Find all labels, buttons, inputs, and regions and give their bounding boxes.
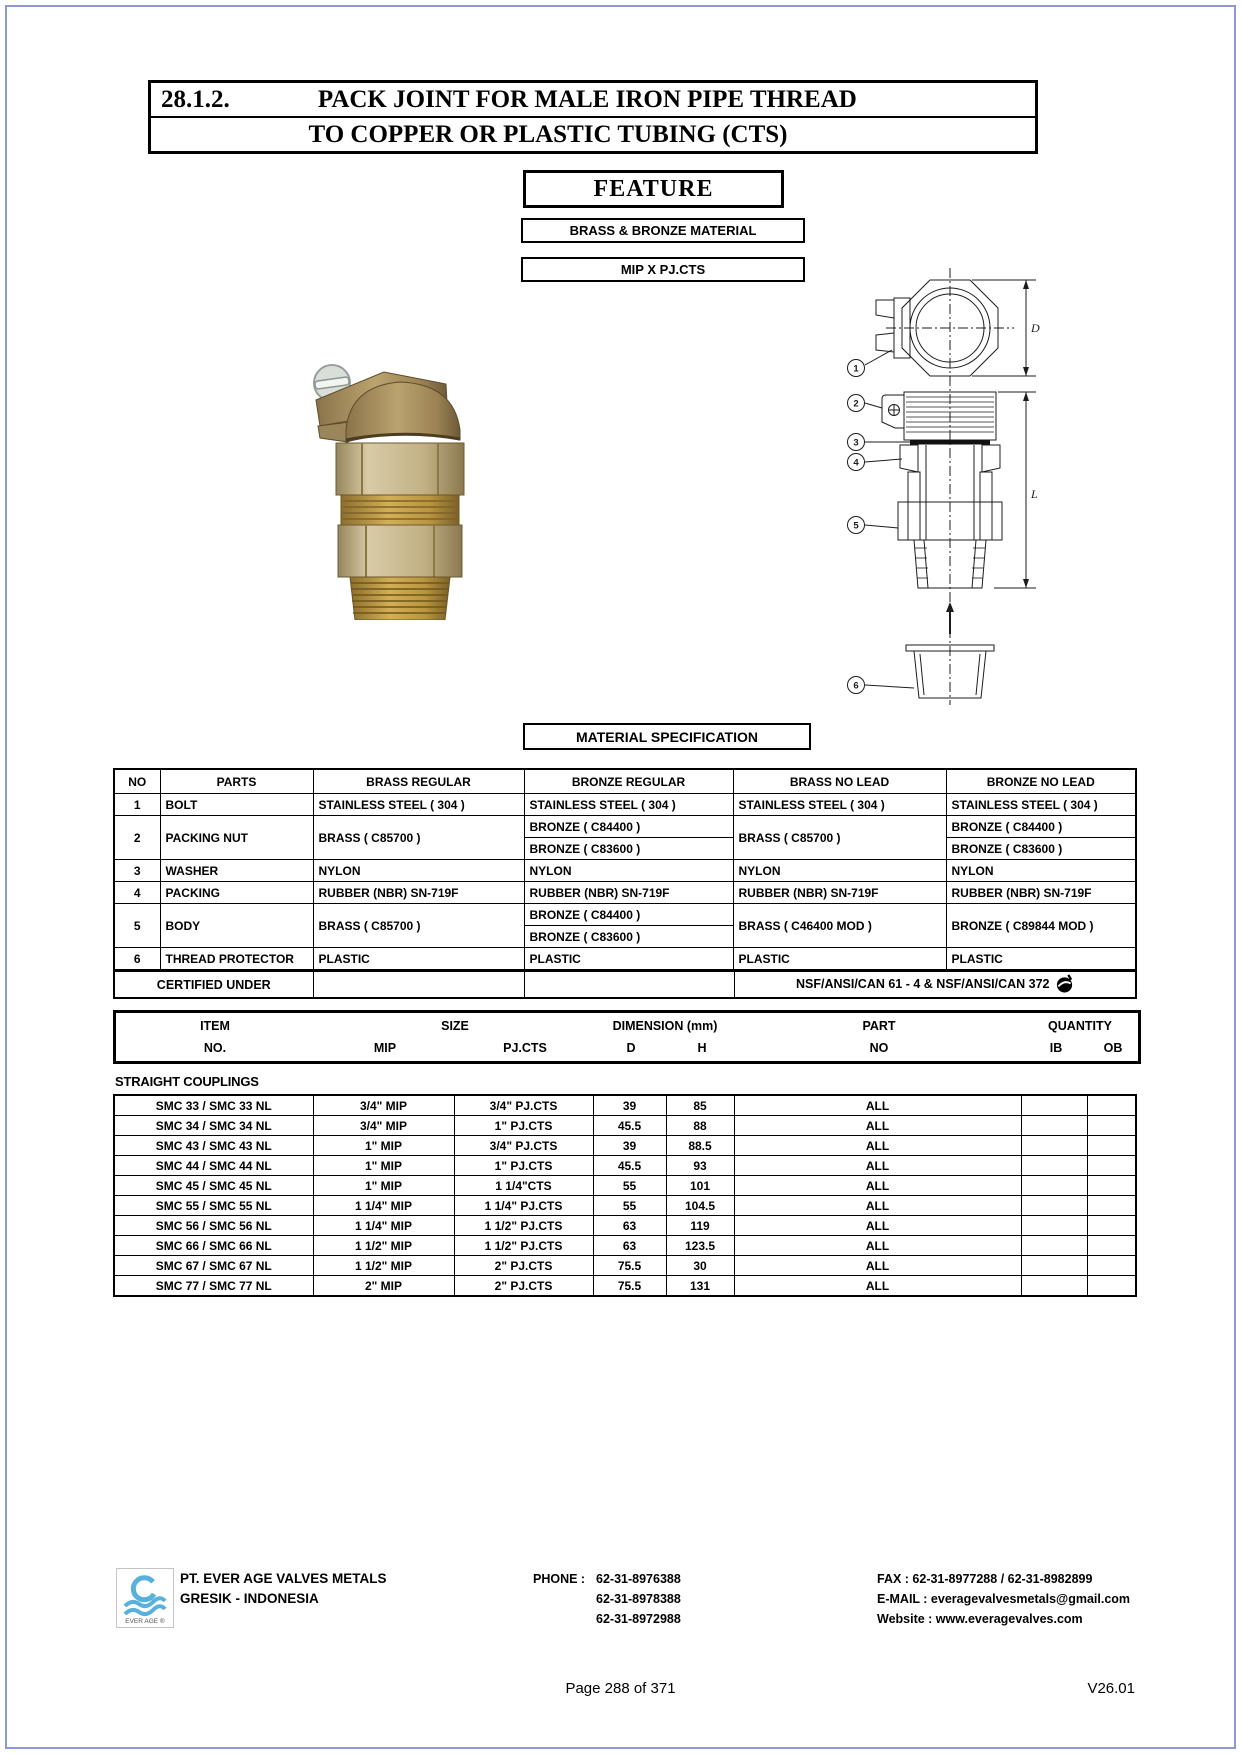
pjcts-size: 2" PJ.CTS	[454, 1276, 593, 1297]
header-d: D	[626, 1041, 636, 1055]
part-no: ALL	[734, 1116, 1021, 1136]
company-location: GRESIK - INDONESIA	[180, 1591, 319, 1606]
dimension-d-label: D	[1031, 321, 1040, 335]
dim-d: 39	[593, 1095, 666, 1116]
item-no: SMC 45 / SMC 45 NL	[114, 1176, 313, 1196]
dim-h: 131	[666, 1276, 734, 1297]
phone-number: 62-31-8972988	[596, 1612, 681, 1626]
pjcts-size: 3/4" PJ.CTS	[454, 1136, 593, 1156]
header-ob: OB	[1103, 1041, 1123, 1055]
col-parts: PARTS	[160, 769, 313, 794]
header-h: H	[697, 1041, 707, 1055]
material-cell: BRASS ( C85700 )	[313, 904, 524, 948]
callout-3: 3	[853, 437, 859, 449]
header-item-no: NO.	[203, 1041, 227, 1055]
item-no: SMC 67 / SMC 67 NL	[114, 1256, 313, 1276]
material-cell: BRONZE ( C84400 )	[946, 816, 1136, 838]
qty-ob	[1087, 1256, 1136, 1276]
certified-label: CERTIFIED UNDER	[114, 971, 313, 998]
table-row	[114, 1216, 1136, 1236]
header-part-no: NO	[869, 1041, 889, 1055]
table-row	[114, 971, 1136, 998]
item-no: SMC 56 / SMC 56 NL	[114, 1216, 313, 1236]
material-cell: BRONZE ( C84400 )	[524, 816, 733, 838]
pjcts-size: 1" PJ.CTS	[454, 1156, 593, 1176]
section-number: 28.1.2.	[161, 85, 230, 113]
material-cell: NYLON	[313, 860, 524, 882]
col-bronze-regular: BRONZE REGULAR	[524, 769, 733, 794]
item-no: SMC 66 / SMC 66 NL	[114, 1236, 313, 1256]
empty-cell	[524, 971, 734, 998]
header-pjcts: PJ.CTS	[503, 1041, 547, 1055]
company-logo	[116, 1568, 174, 1628]
part-name: WASHER	[160, 860, 313, 882]
table-row	[114, 1136, 1136, 1156]
certified-value-cell	[734, 971, 1136, 998]
email-line: E-MAIL : everagevalvesmetals@gmail.com	[877, 1592, 1131, 1606]
certified-table	[113, 970, 1137, 999]
qty-ob	[1087, 1095, 1136, 1116]
dim-d: 55	[593, 1196, 666, 1216]
dim-h: 101	[666, 1176, 734, 1196]
callout-5: 5	[853, 520, 859, 532]
part-name: PACKING	[160, 882, 313, 904]
material-cell: BRONZE ( C83600 )	[524, 838, 733, 860]
part-no: 2	[114, 816, 160, 860]
dim-h: 85	[666, 1095, 734, 1116]
company-block	[180, 1569, 387, 1609]
website-line: Website : www.everagevalves.com	[877, 1612, 1083, 1626]
dim-d: 63	[593, 1216, 666, 1236]
qty-ob	[1087, 1236, 1136, 1256]
dim-d: 75.5	[593, 1256, 666, 1276]
callout-1: 1	[853, 363, 859, 375]
qty-ob	[1087, 1156, 1136, 1176]
qty-ob	[1087, 1196, 1136, 1216]
header-size: SIZE	[441, 1019, 469, 1033]
dim-d: 55	[593, 1176, 666, 1196]
table-row	[114, 1196, 1136, 1216]
qty-ob	[1087, 1176, 1136, 1196]
part-no: 4	[114, 882, 160, 904]
part-no: ALL	[734, 1176, 1021, 1196]
dim-d: 45.5	[593, 1156, 666, 1176]
logo-text: EVER AGE ®	[125, 1618, 165, 1625]
table-row	[114, 1116, 1136, 1136]
material-cell: BRONZE ( C84400 )	[524, 904, 733, 926]
qty-ib	[1021, 1136, 1087, 1156]
dim-d: 39	[593, 1136, 666, 1156]
mip-size: 1 1/4" MIP	[313, 1216, 454, 1236]
qty-ib	[1021, 1176, 1087, 1196]
callout-2: 2	[853, 398, 859, 410]
empty-cell	[313, 971, 524, 998]
header-quantity: QUANTITY	[1048, 1019, 1112, 1033]
qty-ib	[1021, 1196, 1087, 1216]
material-badge: BRASS & BRONZE MATERIAL	[521, 218, 805, 243]
title-row-1	[151, 83, 1035, 118]
material-cell: STAINLESS STEEL ( 304 )	[946, 794, 1136, 816]
company-name: PT. EVER AGE VALVES METALS	[180, 1571, 387, 1586]
table-row	[114, 1176, 1136, 1196]
table-row	[114, 1276, 1136, 1297]
col-brass-no-lead: BRASS NO LEAD	[733, 769, 946, 794]
header-dimension: DIMENSION (mm)	[612, 1019, 718, 1033]
material-cell: RUBBER (NBR) SN-719F	[524, 882, 733, 904]
item-no: SMC 34 / SMC 34 NL	[114, 1116, 313, 1136]
material-cell: BRONZE ( C83600 )	[524, 926, 733, 948]
header-item: ITEM	[200, 1019, 230, 1033]
material-cell: BRASS ( C85700 )	[733, 816, 946, 860]
items-table-header	[113, 1010, 1141, 1064]
qty-ib	[1021, 1095, 1087, 1116]
mip-size: 1 1/2" MIP	[313, 1256, 454, 1276]
part-no: ALL	[734, 1156, 1021, 1176]
phone-block	[533, 1569, 681, 1629]
material-cell: PLASTIC	[524, 948, 733, 971]
col-brass-regular: BRASS REGULAR	[313, 769, 524, 794]
material-cell: RUBBER (NBR) SN-719F	[313, 882, 524, 904]
part-no: 6	[114, 948, 160, 971]
qty-ib	[1021, 1156, 1087, 1176]
page-title: PACK JOINT FOR MALE IRON PIPE THREAD	[317, 85, 857, 113]
part-no: ALL	[734, 1236, 1021, 1256]
material-cell: PLASTIC	[946, 948, 1136, 971]
pjcts-size: 1 1/2" PJ.CTS	[454, 1236, 593, 1256]
table-row	[114, 1256, 1136, 1276]
material-cell: PLASTIC	[313, 948, 524, 971]
material-cell: RUBBER (NBR) SN-719F	[946, 882, 1136, 904]
dim-h: 30	[666, 1256, 734, 1276]
material-cell: BRASS ( C85700 )	[313, 816, 524, 860]
part-no: ALL	[734, 1276, 1021, 1297]
mip-size: 1 1/2" MIP	[313, 1236, 454, 1256]
qty-ib	[1021, 1116, 1087, 1136]
items-table	[113, 1094, 1137, 1297]
phone-number: 62-31-8978388	[596, 1592, 681, 1606]
material-cell: STAINLESS STEEL ( 304 )	[733, 794, 946, 816]
pjcts-size: 1 1/4"CTS	[454, 1176, 593, 1196]
technical-diagram	[840, 240, 1040, 710]
table-row	[114, 794, 1136, 816]
item-no: SMC 77 / SMC 77 NL	[114, 1276, 313, 1297]
item-no: SMC 43 / SMC 43 NL	[114, 1136, 313, 1156]
material-cell: BRASS ( C46400 MOD )	[733, 904, 946, 948]
dim-h: 119	[666, 1216, 734, 1236]
part-no: ALL	[734, 1216, 1021, 1236]
part-no: ALL	[734, 1196, 1021, 1216]
part-no: ALL	[734, 1095, 1021, 1116]
nsf-mark-icon	[1055, 974, 1074, 996]
item-no: SMC 33 / SMC 33 NL	[114, 1095, 313, 1116]
material-cell: RUBBER (NBR) SN-719F	[733, 882, 946, 904]
certified-value: NSF/ANSI/CAN 61 - 4 & NSF/ANSI/CAN 372	[795, 976, 1050, 991]
header-ib: IB	[1049, 1041, 1063, 1055]
part-name: BOLT	[160, 794, 313, 816]
material-cell: BRONZE ( C83600 )	[946, 838, 1136, 860]
phone-label: PHONE :	[533, 1572, 586, 1586]
material-cell: BRONZE ( C89844 MOD )	[946, 904, 1136, 948]
pjcts-size: 2" PJ.CTS	[454, 1256, 593, 1276]
material-spec-heading: MATERIAL SPECIFICATION	[523, 723, 811, 750]
part-no: ALL	[734, 1136, 1021, 1156]
pjcts-size: 1 1/4" PJ.CTS	[454, 1196, 593, 1216]
dim-h: 123.5	[666, 1236, 734, 1256]
callout-6: 6	[853, 680, 859, 692]
group-label: STRAIGHT COUPLINGS	[115, 1074, 259, 1089]
dim-d: 75.5	[593, 1276, 666, 1297]
material-cell: PLASTIC	[733, 948, 946, 971]
qty-ib	[1021, 1276, 1087, 1297]
pjcts-size: 3/4" PJ.CTS	[454, 1095, 593, 1116]
table-row	[114, 860, 1136, 882]
part-name: THREAD PROTECTOR	[160, 948, 313, 971]
qty-ib	[1021, 1236, 1087, 1256]
qty-ob	[1087, 1276, 1136, 1297]
dim-h: 88.5	[666, 1136, 734, 1156]
material-spec-header-row	[114, 769, 1136, 794]
header-mip: MIP	[373, 1041, 397, 1055]
qty-ob	[1087, 1116, 1136, 1136]
dim-h: 93	[666, 1156, 734, 1176]
material-cell: STAINLESS STEEL ( 304 )	[313, 794, 524, 816]
mip-size: 1" MIP	[313, 1136, 454, 1156]
col-no: NO	[114, 769, 160, 794]
dimension-l-label: L	[1031, 487, 1038, 501]
version-label: V26.01	[1087, 1680, 1135, 1697]
material-cell: STAINLESS STEEL ( 304 )	[524, 794, 733, 816]
item-no: SMC 55 / SMC 55 NL	[114, 1196, 313, 1216]
connection-badge: MIP X PJ.CTS	[521, 257, 805, 282]
page-title-line2: TO COPPER OR PLASTIC TUBING (CTS)	[308, 121, 788, 148]
mip-size: 3/4" MIP	[313, 1116, 454, 1136]
contact-block	[877, 1569, 1130, 1629]
pjcts-size: 1" PJ.CTS	[454, 1116, 593, 1136]
fax-line: FAX : 62-31-8977288 / 62-31-8982899	[877, 1572, 1093, 1586]
dim-d: 45.5	[593, 1116, 666, 1136]
mip-size: 1 1/4" MIP	[313, 1196, 454, 1216]
qty-ob	[1087, 1136, 1136, 1156]
table-row	[114, 1095, 1136, 1116]
dim-h: 88	[666, 1116, 734, 1136]
part-no: 5	[114, 904, 160, 948]
callout-4: 4	[853, 457, 859, 469]
pjcts-size: 1 1/2" PJ.CTS	[454, 1216, 593, 1236]
item-no: SMC 44 / SMC 44 NL	[114, 1156, 313, 1176]
material-cell: NYLON	[946, 860, 1136, 882]
table-row	[114, 816, 1136, 838]
qty-ob	[1087, 1216, 1136, 1236]
header-part: PART	[862, 1019, 896, 1033]
dim-d: 63	[593, 1236, 666, 1256]
part-name: PACKING NUT	[160, 816, 313, 860]
mip-size: 1" MIP	[313, 1176, 454, 1196]
qty-ib	[1021, 1216, 1087, 1236]
table-row	[114, 904, 1136, 926]
mip-size: 2" MIP	[313, 1276, 454, 1297]
table-row	[114, 1236, 1136, 1256]
mip-size: 3/4" MIP	[313, 1095, 454, 1116]
mip-size: 1" MIP	[313, 1156, 454, 1176]
col-bronze-no-lead: BRONZE NO LEAD	[946, 769, 1136, 794]
table-row	[114, 1156, 1136, 1176]
product-photo	[288, 330, 488, 620]
part-no: 3	[114, 860, 160, 882]
dim-h: 104.5	[666, 1196, 734, 1216]
table-row	[114, 882, 1136, 904]
page-number: Page 288 of 371	[565, 1680, 676, 1697]
part-no: 1	[114, 794, 160, 816]
material-spec-table	[113, 768, 1137, 971]
qty-ib	[1021, 1256, 1087, 1276]
part-name: BODY	[160, 904, 313, 948]
feature-heading: FEATURE	[523, 170, 784, 208]
phone-number: 62-31-8976388	[596, 1572, 681, 1586]
material-cell: NYLON	[733, 860, 946, 882]
material-cell: NYLON	[524, 860, 733, 882]
title-block	[148, 80, 1038, 154]
part-no: ALL	[734, 1256, 1021, 1276]
table-row	[114, 948, 1136, 971]
